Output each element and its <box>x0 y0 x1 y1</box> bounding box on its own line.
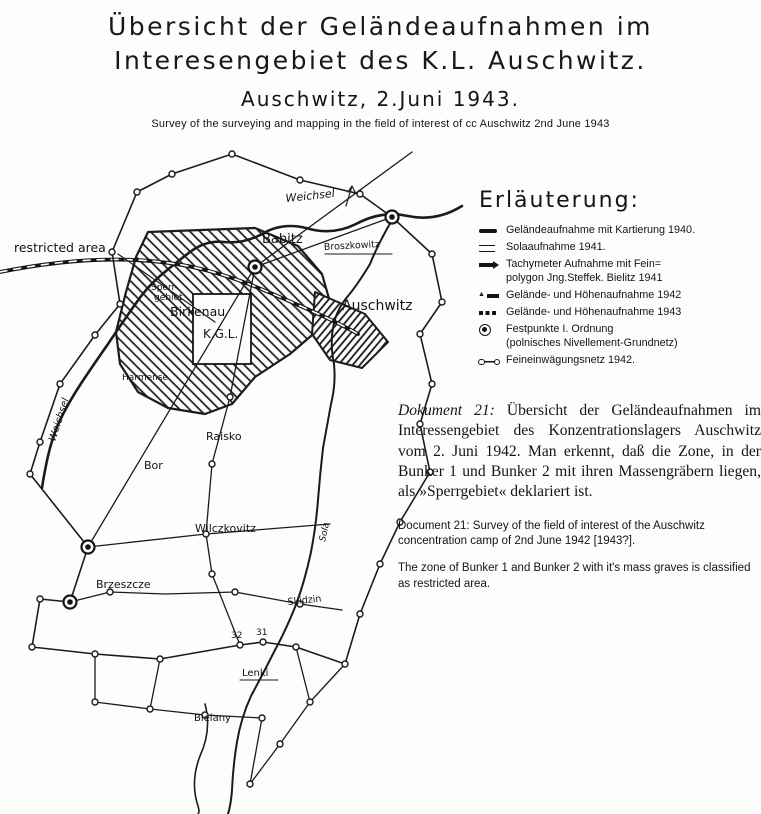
legend-item-label: Feineinwägungsnetz 1942. <box>506 354 636 367</box>
map-label-sperrgebiet-line1: Sperr- <box>151 283 178 293</box>
survey-point <box>117 301 123 307</box>
double-line-icon <box>479 243 501 253</box>
survey-point <box>259 715 265 721</box>
survey-point <box>169 171 175 177</box>
caption-english-para2: The zone of Bunker 1 and Bunker 2 with it's mass graves is classified as restricted area. <box>398 562 751 590</box>
caption-german <box>398 401 761 502</box>
survey-point <box>209 571 215 577</box>
map-label-wilczkovitz: Wilczkovitz <box>195 522 256 535</box>
survey-point <box>229 151 235 157</box>
survey-point <box>429 251 435 257</box>
map-label-weichsel-top: Weichsel <box>284 186 336 205</box>
survey-point <box>227 394 233 400</box>
survey-point <box>92 651 98 657</box>
survey-point <box>439 299 445 305</box>
road-bottom-2 <box>150 659 160 709</box>
node-link-line-icon <box>479 356 501 366</box>
road-bottom-1 <box>95 654 262 718</box>
map-legend <box>479 188 761 370</box>
survey-point <box>357 191 363 197</box>
survey-point <box>29 644 35 650</box>
road-bottom-4 <box>310 664 345 702</box>
survey-point <box>232 589 238 595</box>
survey-point <box>157 656 163 662</box>
legend-item-tachymeter-1941 <box>479 257 761 285</box>
map-label-auschwitz: Auschwitz <box>342 298 413 314</box>
legend-item-label: Tachymeter Aufnahme mit Fein= <box>506 258 662 271</box>
survey-point <box>92 699 98 705</box>
survey-point <box>237 642 243 648</box>
survey-point <box>342 661 348 667</box>
legend-item-feineinwaegungsnetz <box>479 353 761 367</box>
triangle-line-icon <box>479 291 501 301</box>
map-label-point-31: 31 <box>256 628 268 638</box>
survey-point <box>27 471 33 477</box>
caption-german-text: Übersicht der Geländeaufnahmen im Interessengebiet des Konzentrationslagers Auschwitz vom 2. Juni 1942. Man erkennt, daß die Zone, in der Bunker 1 und Bunker 2 mit ihren Massengräbern liegen, als »Sperrgebiet« deklariert ist. <box>398 402 761 501</box>
title-line-1: Übersicht der Geländeaufnahmen im <box>107 12 654 41</box>
restricted-zone-hatched-area <box>116 228 388 414</box>
title-line-2: Interesengebiet des K.L. Auschwitz. <box>114 45 647 75</box>
map-label-broszkowitz: Broszkowitz <box>323 239 381 253</box>
map-label-harmense: Harmense <box>122 373 169 383</box>
bold-line-icon <box>479 226 501 236</box>
bold-arrow-line-icon <box>479 260 501 270</box>
survey-point <box>297 177 303 183</box>
survey-point <box>277 741 283 747</box>
legend-item-label: Geländeaufnahme mit Kartierung 1940. <box>506 224 696 236</box>
survey-point <box>357 611 363 617</box>
survey-point <box>247 781 253 787</box>
map-label-point-32: 32 <box>231 631 243 641</box>
map-label-raisko: Raisko <box>206 430 242 443</box>
map-label-babitz: Babitz <box>262 232 303 247</box>
restricted-area-annotation: restricted area <box>14 240 106 255</box>
double-circle-icon <box>479 325 501 335</box>
map-label-weichsel-left: Weichsel <box>47 396 72 443</box>
subtitle-english: Survey of the surveying and mapping in the field of interest of cc Auschwitz 2nd June 1943 <box>151 117 610 130</box>
survey-point <box>57 381 63 387</box>
legend-item-label: Festpunkte I. Ordnung <box>506 323 614 336</box>
legend-item-solaaufnahme-1941 <box>479 240 761 254</box>
survey-point <box>260 639 266 645</box>
festpunkt-icon <box>64 596 77 609</box>
survey-point <box>307 699 313 705</box>
festpunkt-icon <box>82 541 95 554</box>
map-label-sperrgebiet-line2: gebiet <box>154 293 183 303</box>
survey-point <box>209 461 215 467</box>
legend-item-kartierung-1940 <box>479 223 761 237</box>
map-label-birkenau: Birkenau <box>170 304 226 319</box>
road-bottom-5 <box>250 718 262 784</box>
survey-point <box>92 332 98 338</box>
survey-point <box>37 596 43 602</box>
survey-point <box>37 439 43 445</box>
survey-point <box>109 249 115 255</box>
survey-point <box>429 381 435 387</box>
legend-item-label-line2: polygon Jng.Steffek. Bielitz 1941 <box>506 272 663 285</box>
dateline: Auschwitz, 2.Juni 1943. <box>241 86 520 111</box>
legend-item-label-line2: (polnisches Nivellement-Grundnetz) <box>506 337 678 350</box>
festpunkt-icon <box>249 261 262 274</box>
survey-point <box>147 706 153 712</box>
festpunkt-icon <box>386 211 399 224</box>
legend-item-festpunkte <box>479 322 761 350</box>
document-header <box>0 10 761 130</box>
survey-point <box>293 644 299 650</box>
survey-point <box>417 331 423 337</box>
legend-item-label: Gelände- und Höhenaufnahme 1943 <box>506 306 682 319</box>
north-arrow-icon <box>346 186 355 206</box>
document-number-label: Dokument 21: <box>398 402 495 419</box>
dashed-bold-line-icon <box>479 308 501 318</box>
legend-title: Erläuterung: <box>479 188 640 213</box>
survey-point <box>377 561 383 567</box>
legend-item-hoehenaufnahme-1942 <box>479 288 761 302</box>
caption-english <box>398 519 760 604</box>
map-label-bor: Bor <box>144 459 163 472</box>
legend-item-label: Solaaufnahme 1941. <box>506 241 606 254</box>
map-label-skidzin: Skidzin <box>287 593 322 608</box>
legend-item-label: Gelände- und Höhenaufnahme 1942 <box>506 289 682 302</box>
survey-point <box>134 189 140 195</box>
map-label-bielany: Bielany <box>194 713 231 724</box>
map-label-brzeszcze: Brzeszcze <box>96 578 151 591</box>
map-label-lenki: Lenki <box>242 668 269 679</box>
map-label-sola: Sola <box>318 521 332 543</box>
legend-item-hoehenaufnahme-1943 <box>479 305 761 319</box>
map-label-kgl: K.G.L. <box>203 327 239 341</box>
caption-english-para1: Document 21: Survey of the field of interest of the Auschwitz concentration camp of 2nd June 1942 [1943?]. <box>398 520 705 548</box>
